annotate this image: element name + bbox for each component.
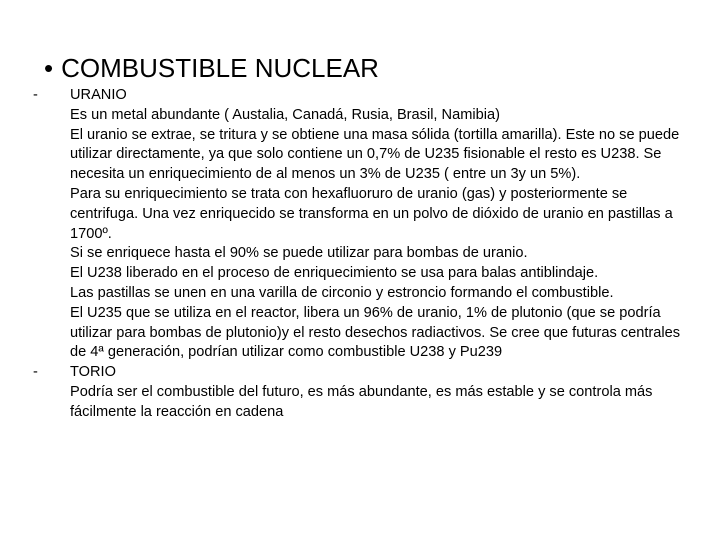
slide-title — [44, 52, 379, 84]
item-paragraph: Las pastillas se unen en una varilla de circonio y estroncio formando el combustible. — [70, 284, 614, 301]
title-bullet: • — [44, 53, 54, 83]
slide-content — [33, 86, 693, 423]
item-paragraph: El U238 liberado en el proceso de enriquecimiento se usa para balas antiblindaje. — [70, 265, 599, 282]
list-dash: - — [33, 364, 38, 381]
list-item-uranio — [33, 86, 693, 363]
item-paragraph: Para su enriquecimiento se trata con hexafluoruro de uranio (gas) y posteriormente se centrifuga. Una vez enriquecido se transforma en un polvo de dióxido de uranio en pastillas a 1700º. — [70, 185, 673, 242]
item-heading: TORIO — [70, 364, 116, 381]
item-paragraph: Podría ser el combustible del futuro, es más abundante, es más estable y se controla más fácilmente la reacción en cadena — [70, 383, 653, 420]
item-paragraph: Si se enriquece hasta el 90% se puede utilizar para bombas de uranio. — [70, 245, 528, 262]
item-paragraph: Es un metal abundante ( Austalia, Canadá, Rusia, Brasil, Namibia) — [70, 106, 500, 123]
item-paragraph: El U235 que se utiliza en el reactor, libera un 96% de uranio, 1% de plutonio (que se podría utilizar para bombas de plutonio)y el resto desechos radiactivos. Se cree que futuras centrales de 4ª generación, podrían utilizar como combustible U238 y Pu239 — [70, 304, 681, 361]
list-item-torio — [33, 363, 693, 422]
title-text: COMBUSTIBLE NUCLEAR — [61, 53, 379, 83]
item-heading: URANIO — [70, 87, 127, 103]
list-dash: - — [33, 87, 38, 103]
item-paragraph: El uranio se extrae, se tritura y se obtiene una masa sólida (tortilla amarilla). Este no se puede utilizar directamente, ya que solo contiene un 0,7% de U235 fisionable el resto es U238. Se necesita un enriquecimiento de al menos un 3% de U235 ( entre un 3y un 5%). — [70, 126, 680, 183]
